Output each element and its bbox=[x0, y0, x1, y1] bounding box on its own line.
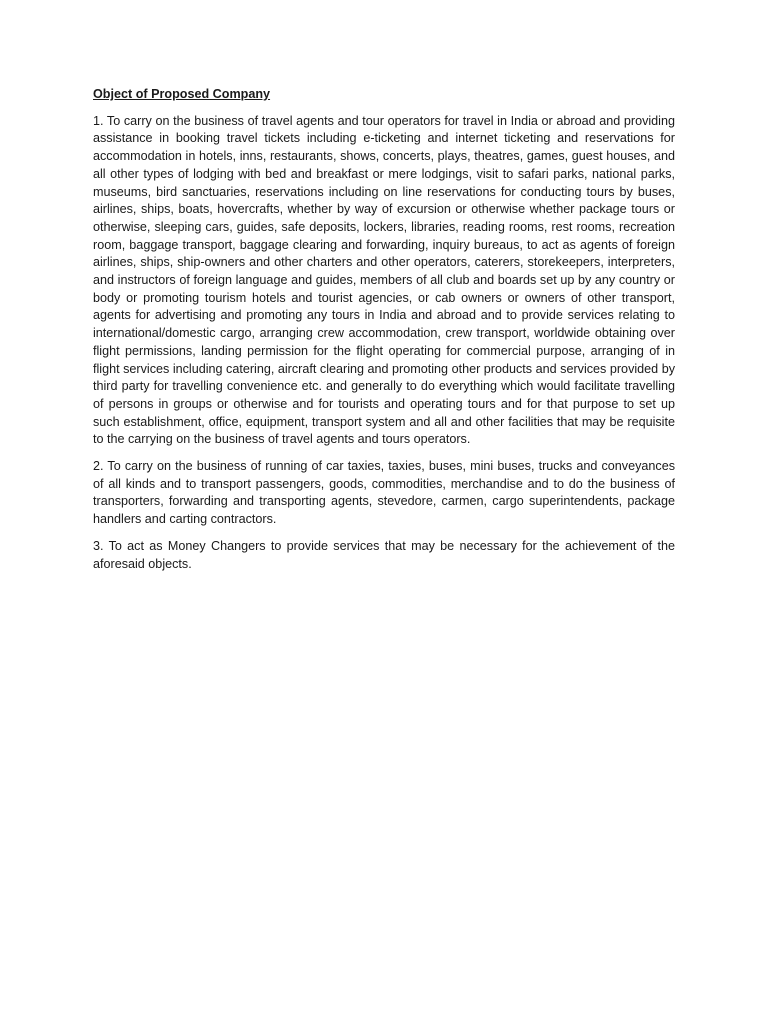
document-body bbox=[93, 86, 675, 582]
clause-2: 2. To carry on the business of running of car taxies, taxies, buses, mini buses, trucks and conveyances of all kinds and to transport passengers, goods, commodities, merchandise and to do the business of transporters, forwarding and transporting agents, stevedore, carmen, cargo superintendents, package handlers and carting contractors. bbox=[93, 459, 675, 527]
document-title: Object of Proposed Company bbox=[93, 87, 271, 101]
clause-1: 1. To carry on the business of travel agents and tour operators for travel in India or abroad and providing assistance in booking travel tickets including e-ticketing and internet ticketing and reservations for accommodation in hotels, inns, restaurants, shows, concerts, plays, theatres, games, guest houses, and all other types of lodging with bed and breakfast or mere lodgings, visit to safari parks, national parks, museums, bird sanctuaries, reservations including on line reservations for conducting tours by buses, airlines, ships, boats, hovercrafts, whether by way of excursion or otherwise whether package tours or otherwise, sleeping cars, guides, safe deposits, lockers, libraries, reading rooms, rest rooms, recreation room, baggage transport, baggage clearing and forwarding, inquiry bureaus, to act as agents of foreign airlines, ships, ship-owners and other charters and other operators, caterers, storekeepers, interpreters, and instructors of foreign language and guides, members of all club and boards set up by any country or body or promoting tourism hotels and tourist agencies, or cab owners or owners of other transport, agents for advertising and promoting any tours in India and abroad and to provide services relating to international/domestic cargo, arranging crew accommodation, crew transport, worldwide obtaining over flight permissions, landing permission for the flight operating for commercial purpose, arranging of in flight services including catering, aircraft clearing and promoting other products and services provided by third party for travelling convenience etc. and generally to do everything which would facilitate travelling of persons in groups or otherwise and for tourists and operating tours and for that purpose to set up such establishment, office, equipment, transport system and all and other facilities that may be requisite to the carrying on the business of travel agents and tours operators. bbox=[93, 113, 675, 447]
clause-3: 3. To act as Money Changers to provide services that may be necessary for the achievement of the aforesaid objects. bbox=[93, 538, 675, 571]
